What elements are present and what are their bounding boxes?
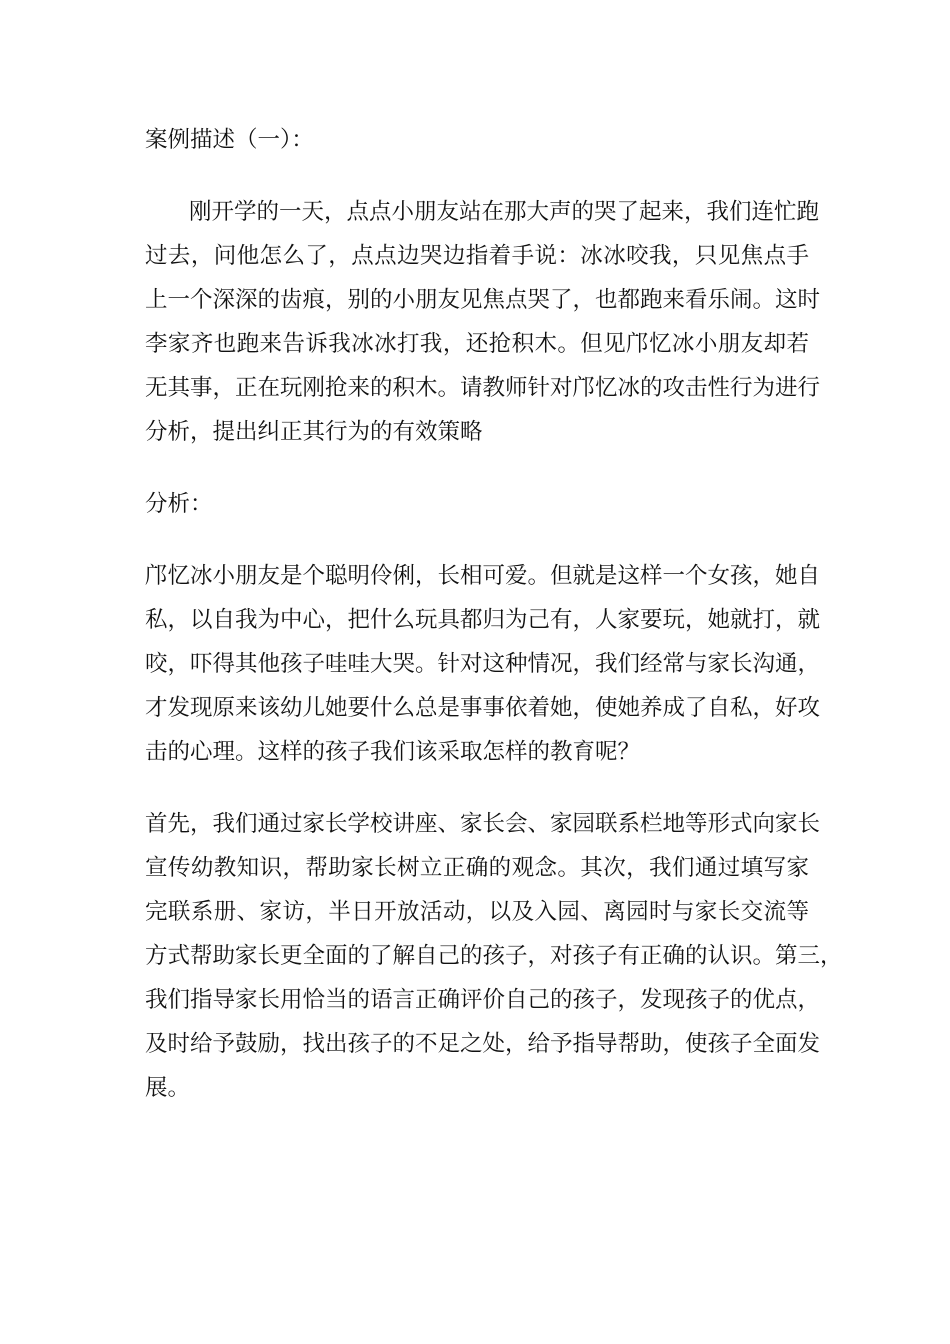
strategy-line-5: 我们指导家长用恰当的语言正确评价自己的孩子，发现孩子的优点， (145, 987, 821, 1013)
case-line-4: 李家齐也跑来告诉我冰冰打我，还抢积木。但见邝忆冰小朋友却若 (145, 331, 809, 357)
strategy-paragraph (145, 802, 843, 1110)
strategy-line-2: 宣传幼教知识，帮助家长树立正确的观念。其次，我们通过填写家 (145, 855, 809, 881)
analysis-line-4: 才发现原来该幼儿她要什么总是事事依着她，使她养成了自私，好攻 (145, 695, 821, 721)
case-paragraph (145, 190, 821, 454)
analysis-line-5: 击的心理。这样的孩子我们该采取怎样的教育呢？ (145, 739, 641, 765)
analysis-line-3: 咬，吓得其他孩子哇哇大哭。针对这种情况，我们经常与家长沟通， (145, 651, 821, 677)
analysis-line-1: 邝忆冰小朋友是个聪明伶俐，长相可爱。但就是这样一个女孩，她自 (145, 563, 821, 589)
strategy-line-4: 方式帮助家长更全面的了解自己的孩子，对孩子有正确的认识。第三， (145, 943, 843, 969)
analysis-paragraph (145, 554, 821, 774)
strategy-line-7: 展。 (145, 1075, 191, 1101)
strategy-line-3: 完联系册、家访，半日开放活动，以及入园、离园时与家长交流等 (145, 899, 809, 925)
case-line-2: 过去，问他怎么了，点点边哭边指着手说：冰冰咬我，只见焦点手 (145, 243, 809, 269)
strategy-line-1: 首先，我们通过家长学校讲座、家长会、家园联系栏地等形式向家长 (145, 811, 821, 837)
case-line-3: 上一个深深的齿痕，别的小朋友见焦点哭了，也都跑来看乐闹。这时 (145, 287, 821, 313)
case-line-5: 无其事，正在玩刚抢来的积木。请教师针对邝忆冰的攻击性行为进行 (145, 375, 821, 401)
case-title: 案例描述（一）： (145, 127, 314, 153)
document-body (145, 118, 843, 1110)
analysis-line-2: 私，以自我为中心，把什么玩具都归为己有，人家要玩，她就打，就 (145, 607, 821, 633)
case-line-6: 分析，提出纠正其行为的有效策略 (145, 419, 483, 445)
analysis-title: 分析： (145, 491, 213, 517)
strategy-line-6: 及时给予鼓励，找出孩子的不足之处，给予指导帮助，使孩子全面发 (145, 1031, 821, 1057)
case-line-1: 刚开学的一天，点点小朋友站在那大声的哭了起来，我们连忙跑 (189, 199, 820, 225)
